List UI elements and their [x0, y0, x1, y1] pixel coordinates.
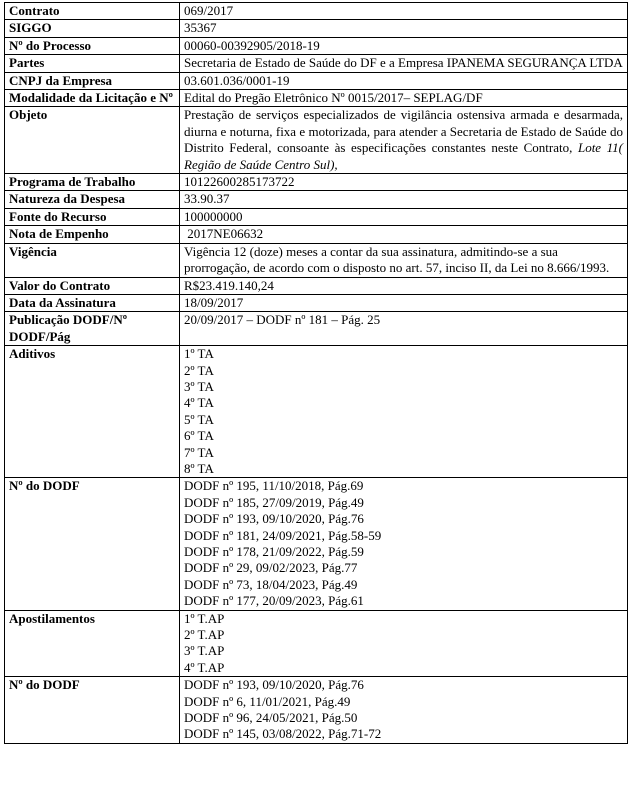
label-empenho: Nota de Empenho	[5, 226, 180, 243]
contract-summary-table	[4, 2, 628, 744]
label-vigencia: Vigência	[5, 243, 180, 277]
value-vigencia: Vigência 12 (doze) meses a contar da sua assinatura, admitindo-se a sua prorrogação, de acordo com o disposto no art. 57, inciso II, da Lei no 8.666/1993.	[180, 243, 628, 277]
row-dodf-apostilamentos	[5, 677, 628, 744]
aditivo-item: 4º TA	[184, 395, 214, 411]
row-valor	[5, 277, 628, 294]
row-fonte	[5, 208, 628, 225]
dodf-item: DODF nº 145, 03/08/2022, Pág.71-72	[184, 726, 382, 742]
dodf-item: DODF nº 6, 11/01/2021, Pág.49	[184, 693, 351, 709]
row-apostilamentos	[5, 610, 628, 677]
dodf-item: DODF nº 73, 18/04/2023, Pág.49	[184, 576, 358, 592]
aditivo-item: 6º TA	[184, 428, 214, 444]
value-processo: 00060-00392905/2018-19	[180, 37, 628, 54]
label-valor: Valor do Contrato	[5, 277, 180, 294]
value-siggo: 35367	[180, 20, 628, 37]
aditivo-item: 1º TA	[184, 346, 214, 362]
label-programa: Programa de Trabalho	[5, 174, 180, 191]
value-apostilamentos	[180, 610, 628, 677]
objeto-text: Prestação de serviços especializados de vigilância ostensiva armada e desarmada, diurna e noturna, fixa e motorizada, para atender a Secretaria de Estado de Saúde do Distrito Federal, consoante às especificações constantes neste Contrato,	[184, 107, 623, 156]
row-contrato	[5, 3, 628, 20]
dodf-item: DODF nº 178, 21/09/2022, Pág.59	[184, 544, 364, 559]
dodf-item: DODF nº 185, 27/09/2019, Pág.49	[184, 494, 364, 510]
label-aditivos: Aditivos	[5, 346, 180, 478]
value-publicacao: 20/09/2017 – DODF nº 181 – Pág. 25	[180, 312, 628, 346]
row-objeto	[5, 107, 628, 174]
dodf-item: DODF nº 181, 24/09/2021, Pág.58-59	[184, 527, 382, 543]
value-dodf-aditivos	[180, 478, 628, 610]
dodf-item: DODF nº 96, 24/05/2021, Pág.50	[184, 710, 358, 726]
aditivo-item: 5º TA	[184, 411, 214, 427]
dodf-item: DODF nº 195, 11/10/2018, Pág.69	[184, 478, 364, 494]
value-aditivos	[180, 346, 628, 478]
aditivo-item: 2º TA	[184, 362, 214, 378]
value-cnpj: 03.601.036/0001-19	[180, 72, 628, 89]
row-natureza	[5, 191, 628, 208]
value-objeto	[180, 107, 628, 174]
label-siggo: SIGGO	[5, 20, 180, 37]
aditivo-item: 8º TA	[184, 460, 214, 476]
aditivo-item: 3º TA	[184, 378, 214, 394]
dodf-item: DODF nº 29, 09/02/2023, Pág.77	[184, 560, 358, 576]
label-objeto: Objeto	[5, 107, 180, 174]
row-modalidade	[5, 90, 628, 107]
value-fonte: 100000000	[180, 208, 628, 225]
row-programa	[5, 174, 628, 191]
row-publicacao	[5, 312, 628, 346]
row-dodf-aditivos	[5, 478, 628, 610]
value-assinatura: 18/09/2017	[180, 294, 628, 311]
apostilamento-item: 1º T.AP	[184, 610, 225, 626]
value-modalidade: Edital do Pregão Eletrônico Nº 0015/2017– SEPLAG/DF	[180, 90, 628, 107]
apostilamento-item: 3º T.AP	[184, 643, 225, 659]
value-contrato: 069/2017	[180, 3, 628, 20]
row-siggo	[5, 20, 628, 37]
dodf-item: DODF nº 177, 20/09/2023, Pág.61	[184, 593, 364, 609]
value-dodf-apostilamentos	[180, 677, 628, 744]
label-processo: Nº do Processo	[5, 37, 180, 54]
label-assinatura: Data da Assinatura	[5, 294, 180, 311]
label-publicacao: Publicação DODF/Nº DODF/Pág	[5, 312, 180, 346]
label-natureza: Natureza da Despesa	[5, 191, 180, 208]
row-aditivos	[5, 346, 628, 478]
row-cnpj	[5, 72, 628, 89]
row-partes	[5, 55, 628, 72]
aditivo-item: 7º TA	[184, 444, 214, 460]
label-partes: Partes	[5, 55, 180, 72]
dodf-item: DODF nº 193, 09/10/2020, Pág.76	[184, 511, 364, 527]
label-dodf-apostilamentos: Nº do DODF	[5, 677, 180, 744]
value-programa: 10122600285173722	[180, 174, 628, 191]
label-apostilamentos: Apostilamentos	[5, 610, 180, 677]
label-dodf-aditivos: Nº do DODF	[5, 478, 180, 610]
label-fonte: Fonte do Recurso	[5, 208, 180, 225]
row-vigencia	[5, 243, 628, 277]
label-modalidade: Modalidade da Licitação e Nº	[5, 90, 180, 107]
dodf-item: DODF nº 193, 09/10/2020, Pág.76	[184, 677, 364, 693]
value-valor: R$23.419.140,24	[180, 277, 628, 294]
value-partes: Secretaria de Estado de Saúde do DF e a Empresa IPANEMA SEGURANÇA LTDA	[180, 55, 628, 72]
row-assinatura	[5, 294, 628, 311]
apostilamento-item: 2º T.AP	[184, 627, 225, 643]
value-natureza: 33.90.37	[180, 191, 628, 208]
objeto-lote: Lote 11( Região de Saúde Centro Sul),	[184, 140, 624, 172]
label-contrato: Contrato	[5, 3, 180, 20]
row-processo	[5, 37, 628, 54]
value-empenho: 2017NE06632	[180, 226, 628, 243]
row-empenho	[5, 226, 628, 243]
label-cnpj: CNPJ da Empresa	[5, 72, 180, 89]
apostilamento-item: 4º T.AP	[184, 659, 225, 675]
